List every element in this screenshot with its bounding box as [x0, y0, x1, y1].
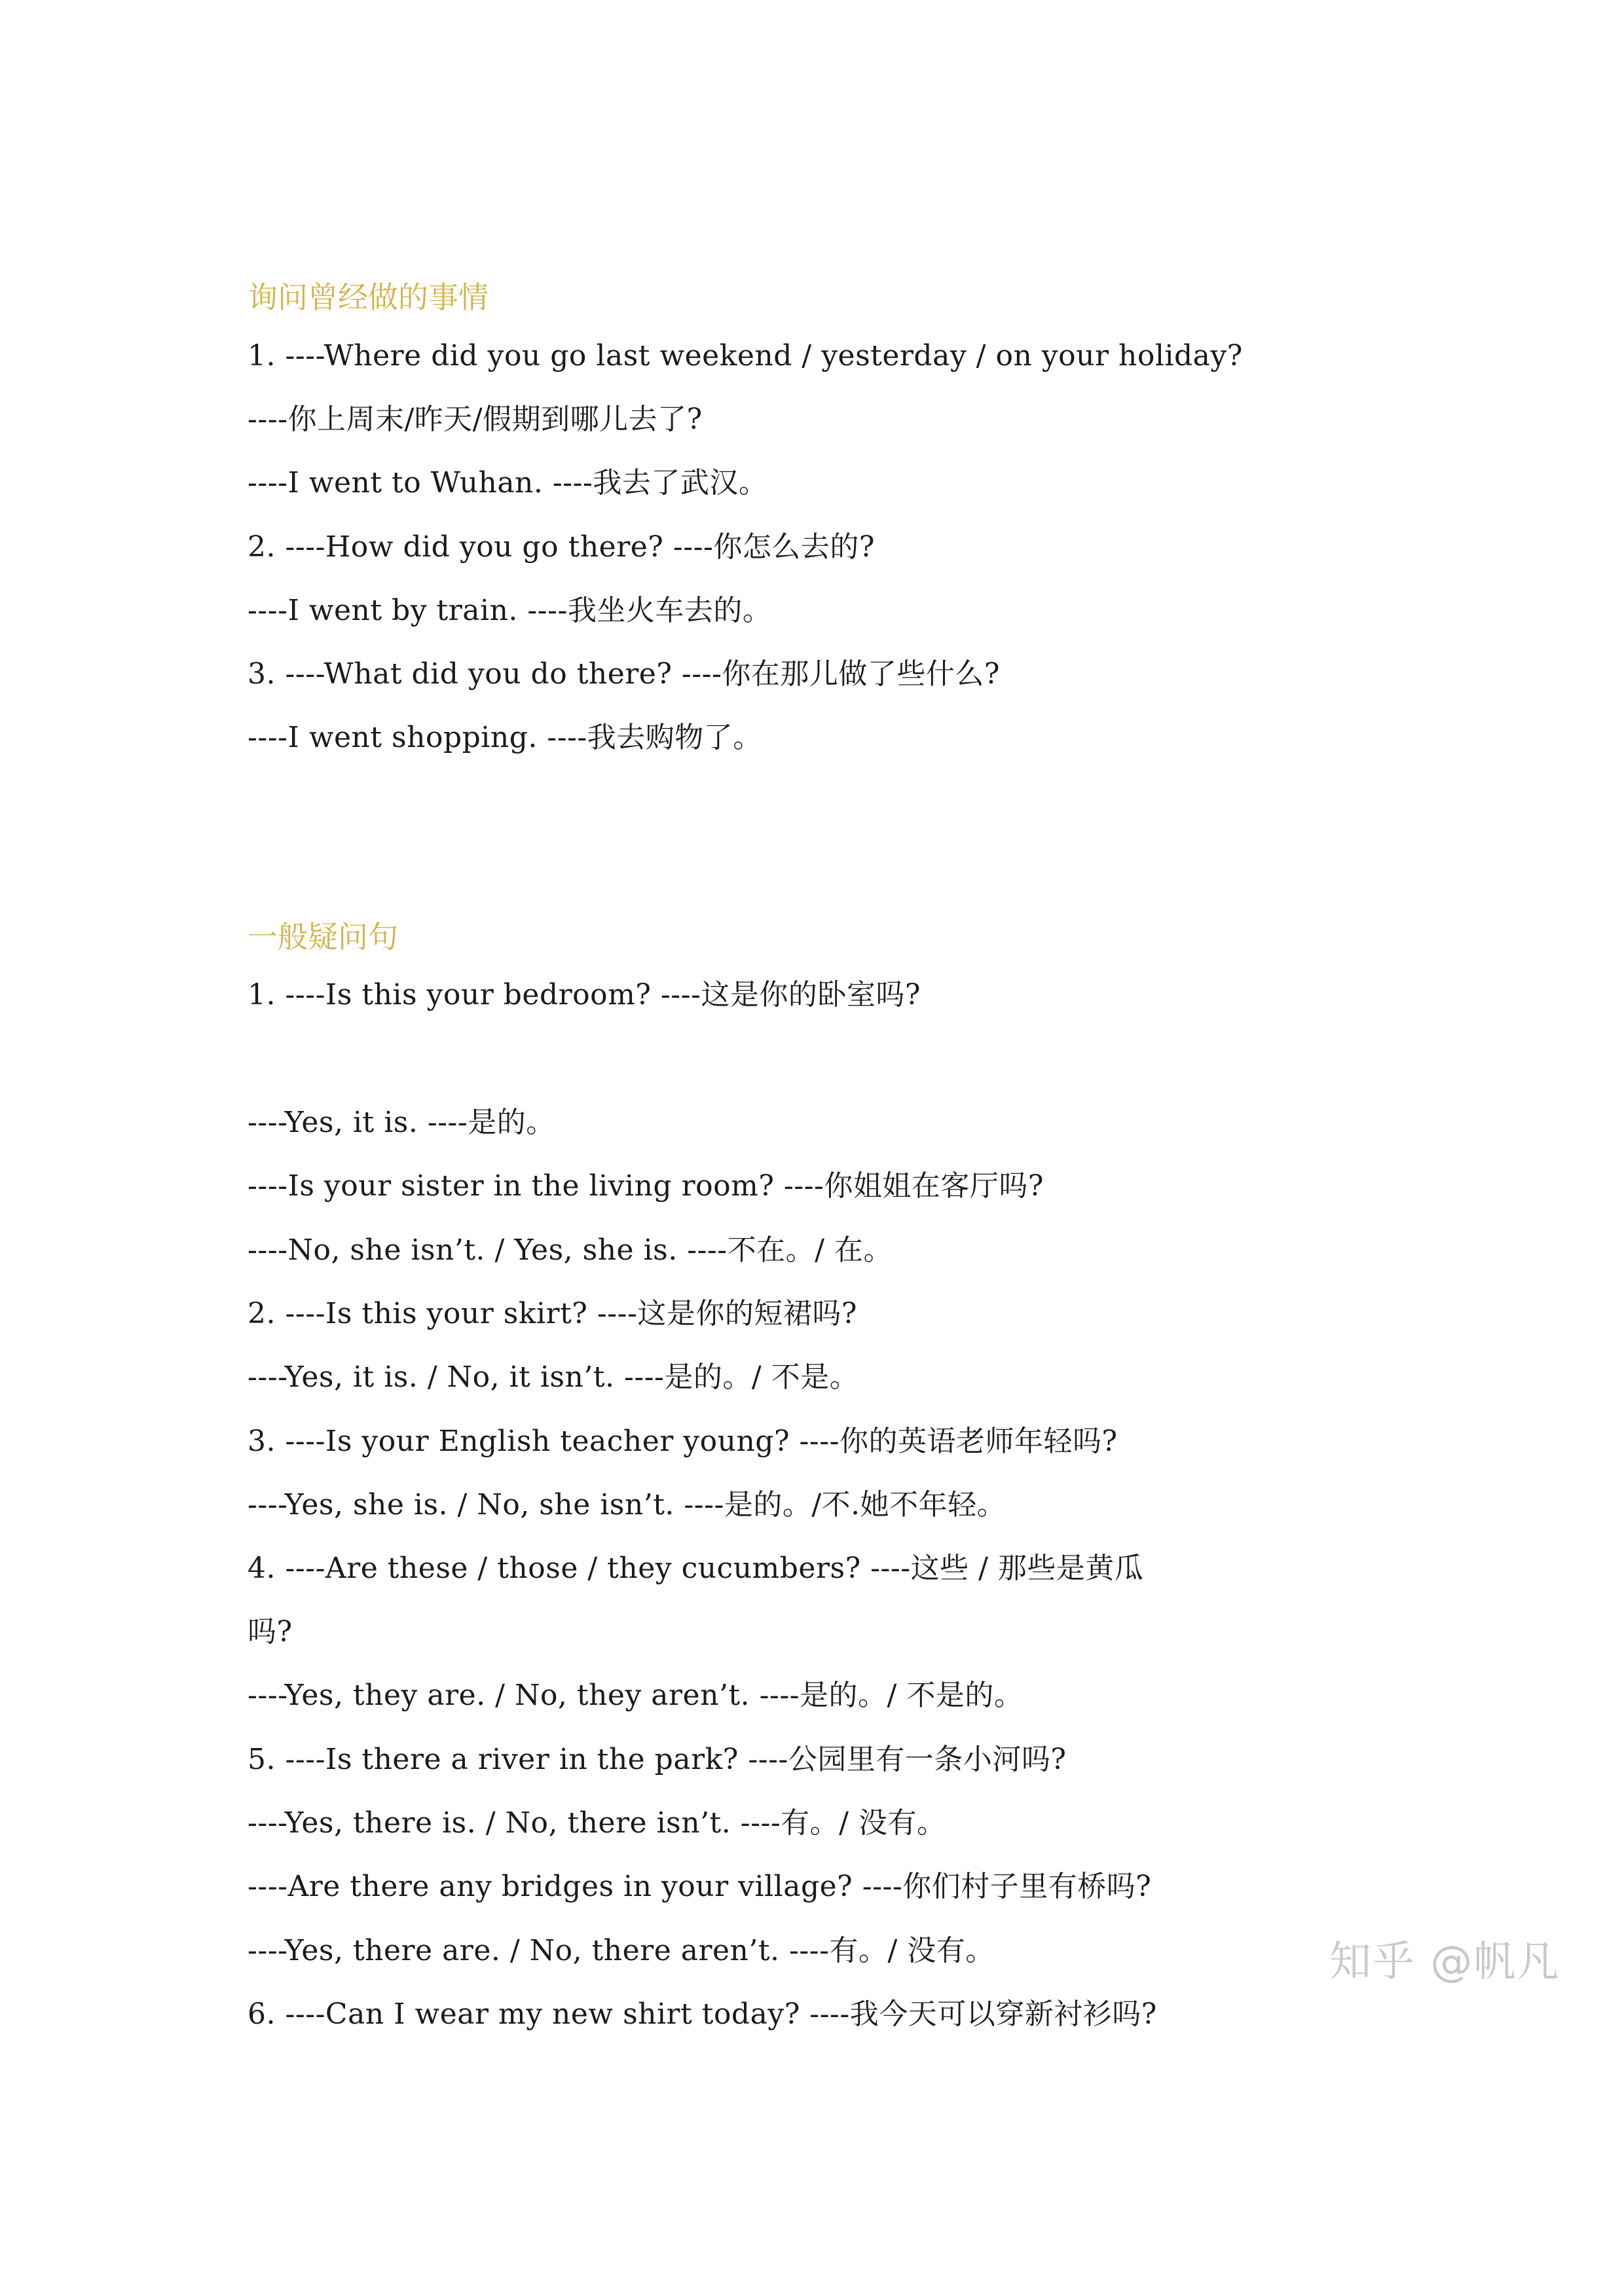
text-line: 4. ----Are these / those / they cucumbers? ----这些 / 那些是黄瓜 — [248, 1552, 1144, 1585]
text-line: ----Yes, it is. ----是的。 — [248, 1106, 555, 1139]
text-line: 6. ----Can I wear my new shirt today? ----我今天可以穿新衬衫吗? — [248, 1997, 1157, 2031]
text-line: ----I went by train. ----我坐火车去的。 — [248, 594, 772, 627]
text-line: ----Is your sister in the living room? ----你姐姐在客厅吗? — [248, 1169, 1044, 1203]
text-line: 5. ----Is there a river in the park? ----公园里有一条小河吗? — [248, 1743, 1067, 1776]
text-line: 1. ----Where did you go last weekend / yesterday / on your holiday? — [248, 339, 1243, 373]
section-title-yes-no-questions: 一般疑问句 — [248, 919, 398, 955]
text-line: ----Yes, there are. / No, there aren’t. ----有。/ 没有。 — [248, 1934, 995, 1967]
text-line: ----你上周末/昨天/假期到哪儿去了? — [248, 403, 703, 436]
text-line: ----Yes, she is. / No, she isn’t. ----是的。/不.她不年轻。 — [248, 1488, 1006, 1522]
zhihu-watermark: 知乎 @帆凡 — [1329, 1938, 1560, 1986]
text-line: ----Yes, it is. / No, it isn’t. ----是的。/ 不是。 — [248, 1360, 859, 1394]
text-line: 吗? — [248, 1615, 293, 1649]
text-line: ----I went to Wuhan. ----我去了武汉。 — [248, 466, 768, 500]
text-line: 1. ----Is this your bedroom? ----这是你的卧室吗? — [248, 978, 921, 1011]
text-line: ----I went shopping. ----我去购物了。 — [248, 721, 762, 754]
section-title-past-activities: 询问曾经做的事情 — [248, 280, 489, 315]
text-line: ----Are there any bridges in your village? ----你们村子里有桥吗? — [248, 1870, 1152, 1903]
text-line: 2. ----Is this your skirt? ----这是你的短裙吗? — [248, 1297, 857, 1330]
text-line: 2. ----How did you go there? ----你怎么去的? — [248, 530, 875, 564]
text-line: ----Yes, they are. / No, they aren’t. ----是的。/ 不是的。 — [248, 1679, 1024, 1712]
text-line: 3. ----Is your English teacher young? ----你的英语老师年轻吗? — [248, 1425, 1118, 1458]
text-line: 3. ----What did you do there? ----你在那儿做了些什么? — [248, 657, 1000, 691]
text-line: ----No, she isn’t. / Yes, she is. ----不在。/ 在。 — [248, 1233, 893, 1267]
text-line: ----Yes, there is. / No, there isn’t. ----有。/ 没有。 — [248, 1806, 946, 1840]
